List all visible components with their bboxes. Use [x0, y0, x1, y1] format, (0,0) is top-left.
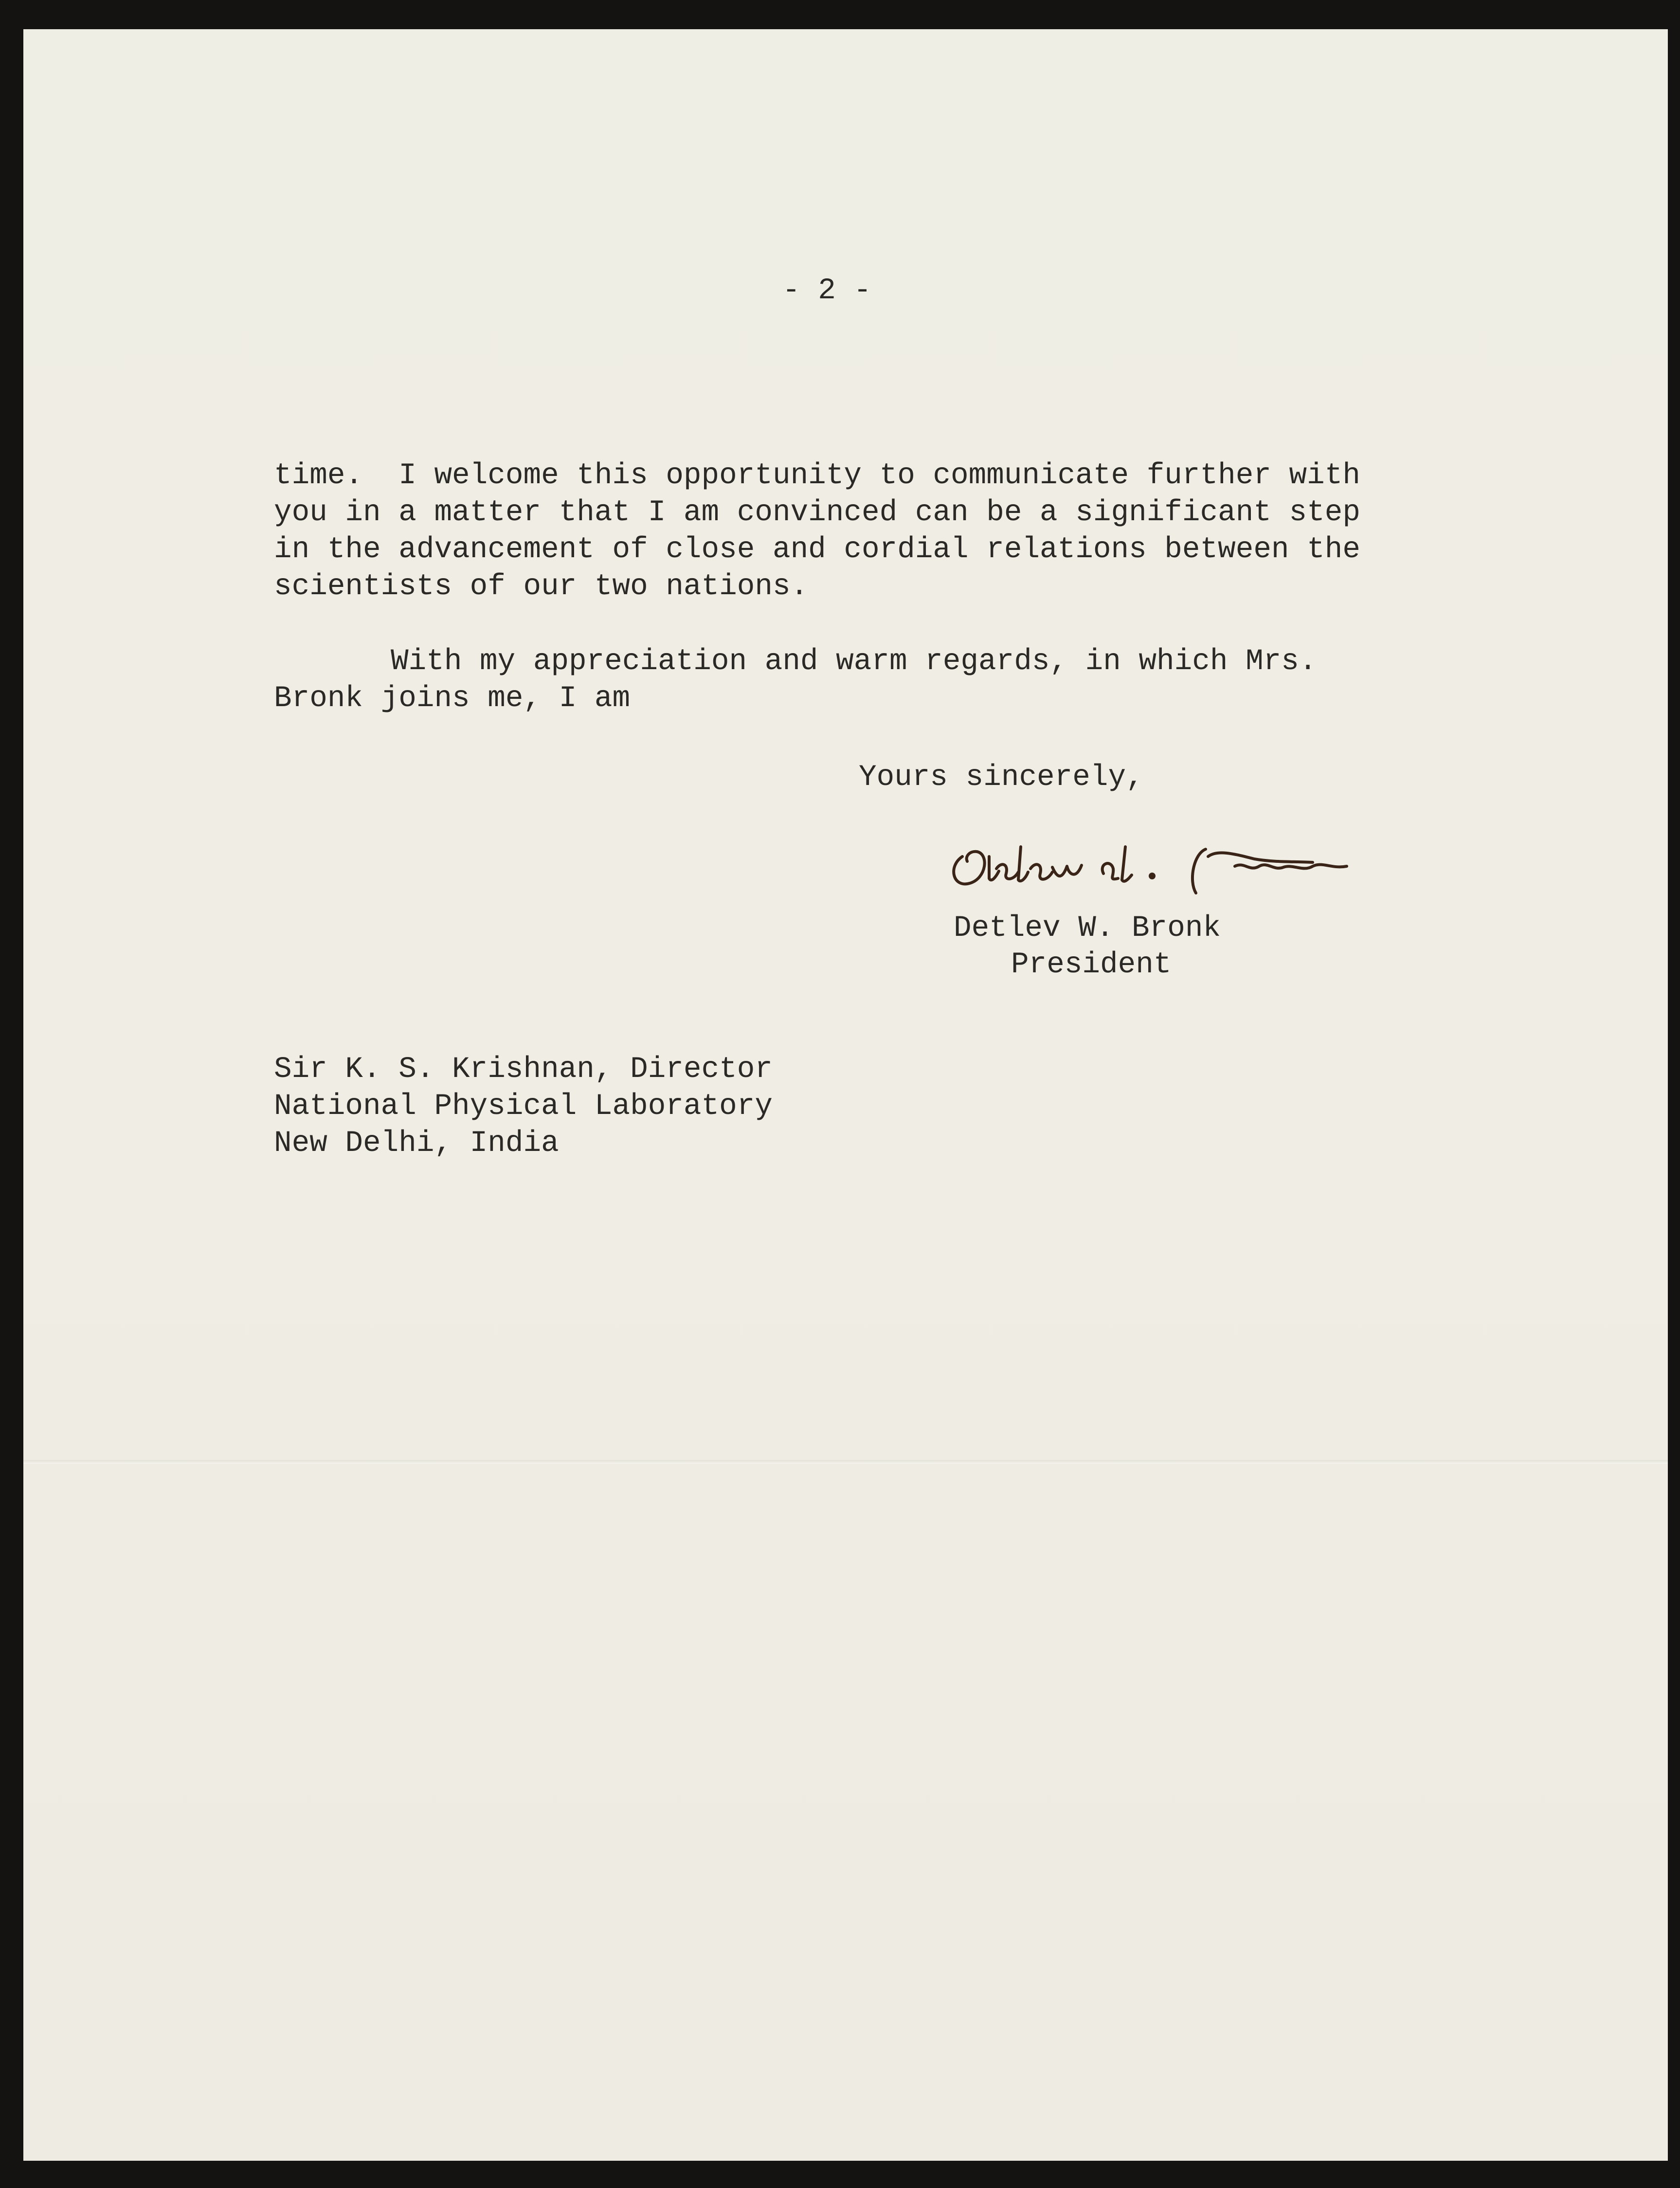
closing-salutation: Yours sincerely,	[859, 761, 1144, 794]
recipient-line: Sir K. S. Krishnan, Director	[274, 1053, 773, 1086]
body-line: Bronk joins me, I am	[274, 682, 631, 715]
handwritten-signature	[943, 827, 1429, 900]
recipient-line: National Physical Laboratory	[274, 1090, 773, 1123]
paper-fold-line	[23, 1460, 1668, 1464]
signer-title: President	[1011, 948, 1172, 982]
recipient-line: New Delhi, India	[274, 1127, 559, 1160]
body-line: time. I welcome this opportunity to communicate further with	[274, 459, 1360, 492]
letter-page	[23, 29, 1668, 2161]
page-number: - 2 -	[782, 274, 872, 308]
body-line: scientists of our two nations.	[274, 570, 809, 603]
body-line: in the advancement of close and cordial relations between the	[274, 533, 1360, 566]
signer-name: Detlev W. Bronk	[954, 912, 1221, 945]
body-line: With my appreciation and warm regards, in which Mrs.	[391, 645, 1317, 678]
body-line: you in a matter that I am convinced can be a significant step	[274, 496, 1360, 529]
